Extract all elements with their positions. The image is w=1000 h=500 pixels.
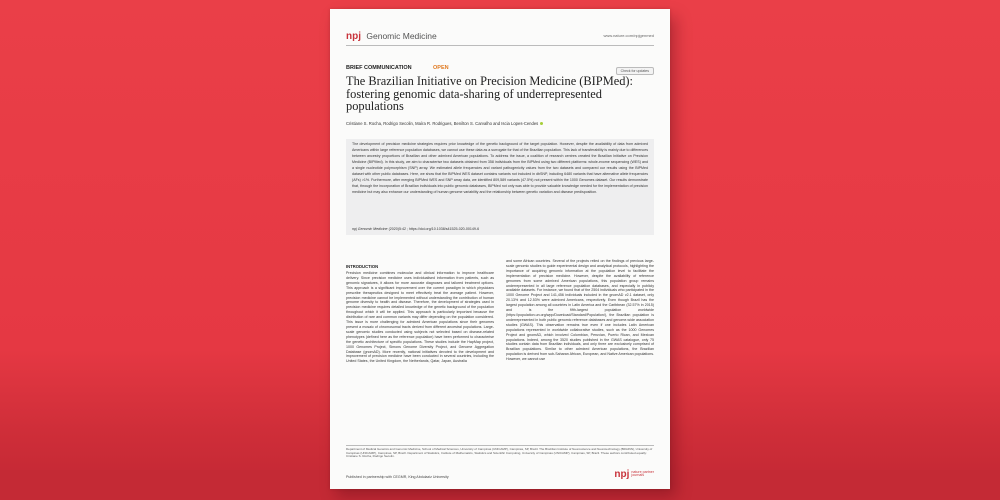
journal-url: www.nature.com/npjgenmed xyxy=(603,33,654,38)
orcid-icon xyxy=(540,122,543,125)
journal-article-page xyxy=(330,9,670,489)
check-updates-badge: Check for updates xyxy=(616,67,654,75)
section-heading-introduction: INTRODUCTION xyxy=(346,264,379,269)
logo-sub-line1: nature partner xyxy=(631,469,654,474)
published-in-partnership: Published in partnership with CEGMR, King Abdulaziz University xyxy=(346,475,449,479)
header-divider xyxy=(346,45,654,46)
affiliations-footnote: Department of Medical Genetics and Genomic Medicine, School of Medical Sciences, University of Campinas (UNICAMP), Campinas, SP, Brazil. The Brazilian Institute of Neuroscience and Neurotechnology (BRAINN), University of Campinas (UNICAMP), Campinas, SP, Brazil. Department of Statistics, Institute of Mathematics, Statistics and Scientific Computing, University of Campinas (UNICAMP), Campinas, SP, Brazil. These authors contributed equally: Cristiane S. Rocha, Rodrigo Secolin. xyxy=(346,447,653,459)
article-type: BRIEF COMMUNICATION xyxy=(346,65,412,71)
abstract-text: The development of precision medicine strategies requires prior knowledge of the genetic background of the target population. However, despite the availability of data from admixed Americans within large reference population databases, we cannot use these data as a surrogate for that of the Brazilian population. This lack of transferability is mainly due to differences between ancestry proportions of Brazilian and other admixed American populations. To address the issue, a coalition of research centres created the Brazilian Initiative on Precision Medicine (BIPMed). In this study, we aim to characterise two datasets obtained from 358 individuals from the BIPMed using two different platforms: whole-exome sequencing (WES) and a single nucleotide polymorphism (SNP) array. We estimated allele frequencies and variant pathogenicity values from the two datasets and compared our results using the BIPMed dataset with other public databases. Here, we show that the BIPMed WES dataset contains variants not included in dbSNP, including 6480 variants that have alternative allele frequencies (AFs) >1%. Furthermore, after merging BIPMed WES and SNP array data, we identified 809,589 variants (47.5%) not present within the 1000 Genomes dataset. Our results demonstrate that, through the incorporation of Brazilian individuals into public genomic databases, BIPMed not only was able to provide valuable knowledge needed for the implementation of precision medicine but may also enhance our understanding of human genome variability and the relationship between genetic variation and disease predisposition. xyxy=(352,142,648,194)
logo-subtext xyxy=(631,471,654,479)
logo-npj: npj xyxy=(614,469,630,480)
body-column-right: and some African countries. Several of the projects relied on the findings of previous large-scale genomic studies to guide experimental design and analytical protocols, highlighting the importance of acquiring genomic information at the population level to facilitate the implementation of precision medicine. However, despite the availability of reference genomes from some admixed American populations, this population group remains underrepresented in all large reference population databases, and especially in publicly available datasets. For instance, we found that of the 2504 individuals who participated in the 1000 Genome Project and 141,456 individuals included in the gnomAD v2.1 dataset, only 20.13% and 12.53% were admixed Americans, respectively. Even though Brazil has the largest population among all countries in Latin America and the Caribbean (32.57% in 2015) and is the fifth-largest population worldwide (https://population.un.org/wpp/Download/Standard/Population/), the Brazilian population is underrepresented in both public genomic reference databases and genome-wide association studies (GWAS). This observation remains true even if one includes Latin American populations represented in worldwide collaborative studies, such as the 1000 Genomes Project and gnomAD, which involved Colombian, Peruvian, Puerto Rican, and Mexican populations. Indeed, among the 3520 studies published in the GWAS catalogue, only 75 studies contain data from Brazilian individuals, and only three are exclusively comprised of Brazilian populations. Similar to other admixed American populations, the Brazilian population is derived from sub-Saharan African, European, and Native American populations. However, we cannot use xyxy=(506,259,654,362)
citation-journal: npj Genomic Medicine xyxy=(352,227,388,231)
logo-sub-line2: journals xyxy=(631,473,645,478)
npj-logo: npj xyxy=(346,31,361,42)
body-column-left: Precision medicine combines molecular and clinical information to improve healthcare delivery. Since precision medicine uses individualised information from patients, such as genomic signatures, it allows for more accurate diagnoses and tailored treatment options. This approach is a significant improvement over the current paradigm in which physicians prescribe therapeutics designed to meet effectively treat the average patient. However, precision medicine cannot be implemented without understanding the contribution of human genome diversity to health and disease. Therefore, the development of strategies used in precision medicine requires detailed knowledge of the genetic background of the population throughout which it will be applied. This approach is particularly important because the distribution of rare and common variants may differ depending on the population considered. This issue is more challenging for admixed American populations since their genomes present a mosaic of chromosomal tracts derived from different ancestral populations. Large-scale genomic studies conducted using subjects not selected based on disease-related phenotypes (defined here as the reference population) have been performed to characterise the genetic architecture of specific populations. These studies include the HapMap project, 1000 Genomes Project, Simons Genome Diversity Project, and Genome Aggregation Database (gnomAD). More recently, national initiatives devoted to the development and improvement of precision medicine have been conducted in several countries, including the United States, the United Kingdom, the Netherlands, Qatar, Japan, Australia xyxy=(346,271,494,364)
author-names: Cristiane S. Rocha, Rodrigo Secolin, Maíra R. Rodrigues, Benilton S. Carvalho and Iscia Lopes-Cendes xyxy=(346,121,539,126)
nature-partner-journals-logo xyxy=(614,469,654,480)
author-list xyxy=(346,121,543,126)
citation-doi: (2020)5:42 ; https://doi.org/10.1038/s41525-020-00149-6 xyxy=(388,227,480,231)
open-access-badge: OPEN xyxy=(433,65,449,71)
article-title: The Brazilian Initiative on Precision Medicine (BIPMed): fostering genomic data-sharing of underrepresented populations xyxy=(346,74,633,114)
journal-header xyxy=(346,31,437,42)
journal-name: Genomic Medicine xyxy=(366,31,437,41)
citation-line xyxy=(352,227,479,231)
